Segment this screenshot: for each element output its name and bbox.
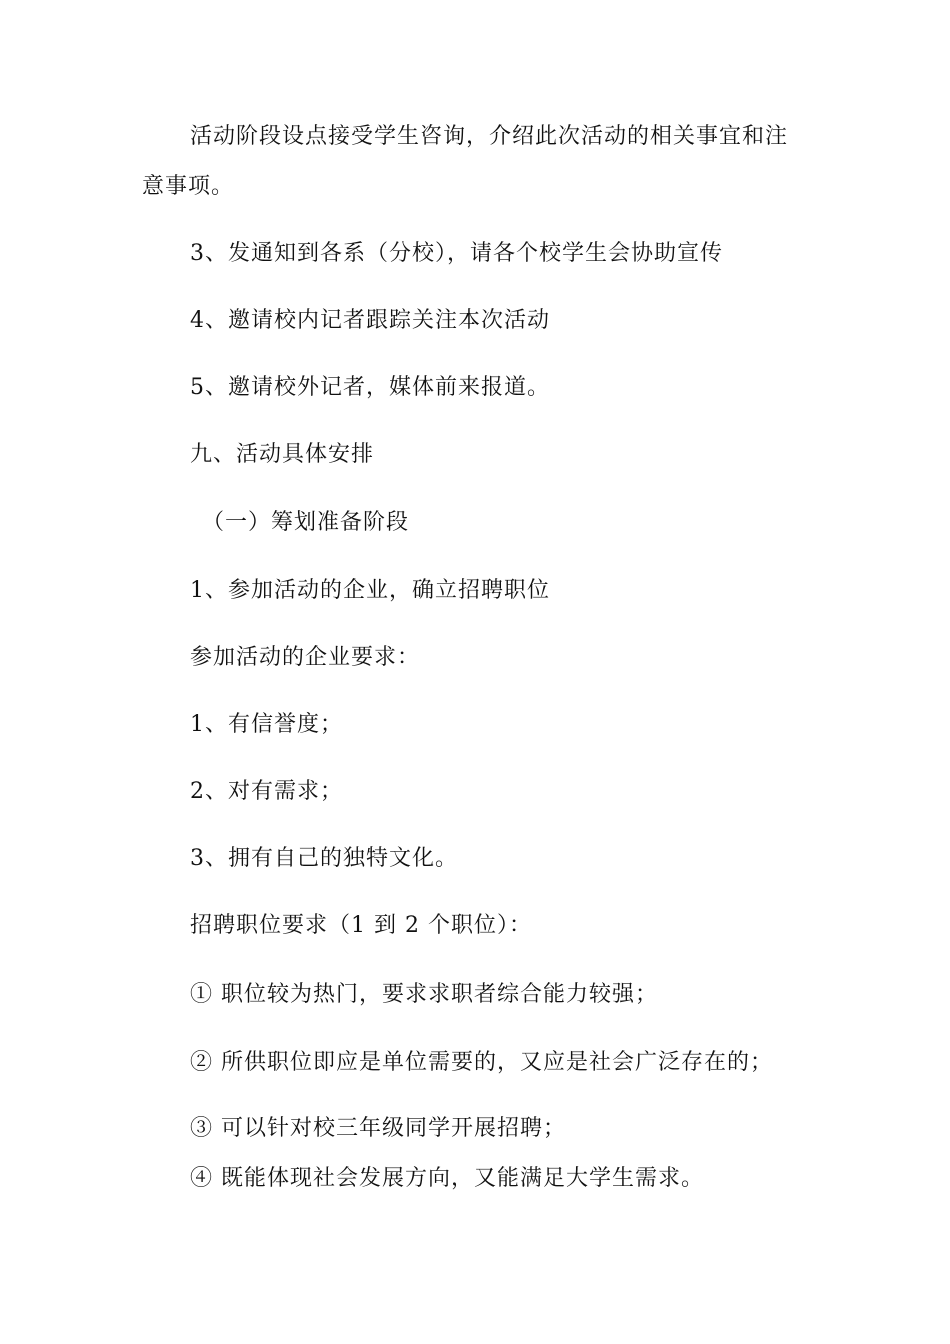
requirement-item-1: 1、有信誉度； [190,712,343,737]
requirement-item-2: 2、对有需求； [190,779,343,804]
requirements-heading: 参加活动的企业要求： [190,645,421,670]
position-requirements-heading: 招聘职位要求（1 到 2 个职位）： [190,913,532,938]
list-item-companies: 1、参加活动的企业，确立招聘职位 [190,578,550,603]
position-requirement-1: ① 职位较为热门，要求求职者综合能力较强； [190,982,658,1007]
position-requirement-4: ④ 既能体现社会发展方向，又能满足大学生需求。 [190,1166,704,1191]
list-item-publicity-3: 3、发通知到各系（分校），请各个校学生会协助宣传 [190,241,723,266]
requirement-item-3: 3、拥有自己的独特文化。 [190,846,458,871]
paragraph-line-2: 意事项。 [142,174,235,199]
subsection-heading: （一）筹划准备阶段 [202,510,410,535]
paragraph-line-1: 活动阶段设点接受学生咨询，介绍此次活动的相关事宜和注 [190,124,789,149]
section-heading: 九、活动具体安排 [190,442,375,467]
position-requirement-3: ③ 可以针对校三年级同学开展招聘； [190,1116,566,1141]
position-requirement-2: ② 所供职位即应是单位需要的，又应是社会广泛存在的； [190,1050,773,1075]
list-item-publicity-4: 4、邀请校内记者跟踪关注本次活动 [190,308,550,333]
list-item-publicity-5: 5、邀请校外记者，媒体前来报道。 [190,375,550,400]
